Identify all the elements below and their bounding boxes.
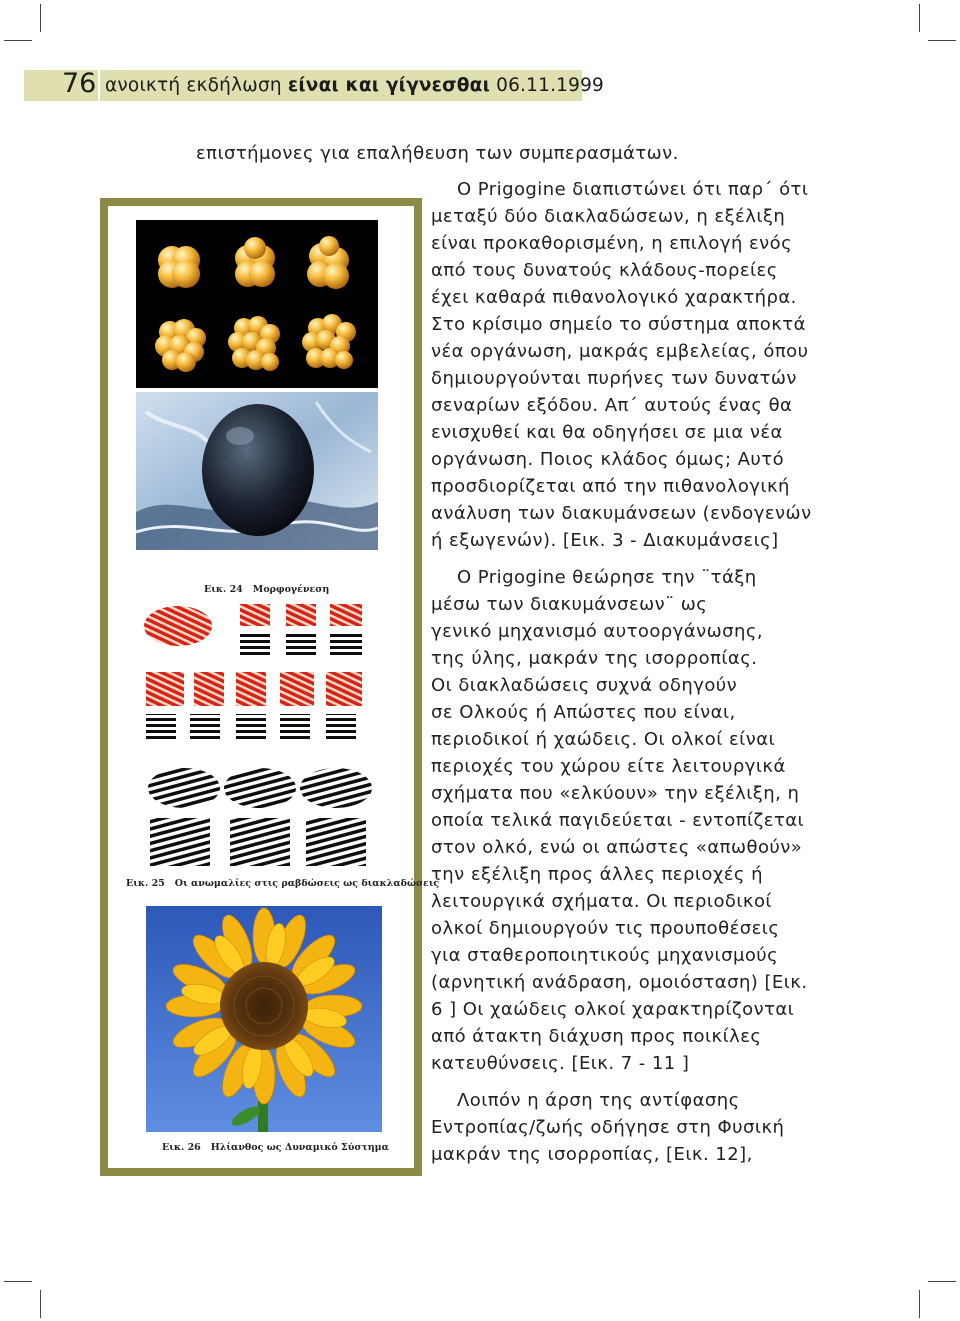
- embryo-micrograph-image: [136, 392, 378, 550]
- text-line: νέα οργάνωση, μακράς εμβελείας, όπου: [431, 341, 809, 362]
- text-line: μακράν της ισορροπίας, [Εικ. 12],: [431, 1144, 753, 1165]
- text-line: μεταξύ δύο διακλαδώσεων, η εξέλιξη: [431, 206, 786, 227]
- caption-24-text: Μορφογένεση: [252, 584, 330, 595]
- caption-25-number: Εικ. 25: [126, 878, 165, 889]
- text-line: στον ολκό, ενώ οι απώστες «απωθούν»: [431, 837, 803, 858]
- text-line: την εξέλιξη προς άλλες περιοχές ή: [431, 864, 763, 885]
- text-line: περιοδικοί ή χαώδεις. Οι ολκοί είναι: [431, 729, 776, 750]
- sunflower-image: [146, 906, 382, 1132]
- intro-line-block: [196, 140, 679, 167]
- text-line: λειτουργικά σχήματα. Οι περιοδικοί: [431, 891, 772, 912]
- text-line: έχει καθαρά πιθανολογικό χαρακτήρα.: [431, 287, 797, 308]
- crop-mark: [928, 1281, 956, 1282]
- crop-mark: [40, 4, 41, 32]
- running-head: [105, 71, 604, 101]
- text-line: ολκοί δημιουργούν τις προυποθέσεις: [431, 918, 780, 939]
- crop-mark: [40, 1290, 41, 1318]
- text-line: 6 ] Οι χαώδεις ολκοί χαρακτηρίζονται: [431, 999, 795, 1020]
- text-line: σχήματα που «ελκύουν» την εξέλιξη, η: [431, 783, 800, 804]
- text-line: οργάνωση. Ποιος κλάδος όμως; Αυτό: [431, 449, 785, 470]
- text-line: Λοιπόν η άρση της αντίφασης: [457, 1090, 740, 1111]
- text-line: ενισχυθεί και θα οδηγήσει σε μια νέα: [431, 422, 783, 443]
- text-line: Ο Prigogine διαπιστώνει ότι παρ΄ ότι: [457, 179, 809, 200]
- text-line: Εντροπίας/ζωής οδήγησε στη Φυσική: [431, 1117, 785, 1138]
- paragraph-3: [431, 1087, 812, 1168]
- header-divider: [98, 70, 100, 101]
- text-line: Στο κρίσιμο σημείο το σύστημα αποκτά: [431, 314, 806, 335]
- text-line: από άτακτη διάχυση προς ποικίλες: [431, 1026, 762, 1047]
- text-line: κατευθύνσεις. [Εικ. 7 - 11 ]: [431, 1053, 690, 1074]
- crop-mark: [4, 1281, 32, 1282]
- text-line: δημιουργούνται πυρήνες των δυνατών: [431, 368, 797, 389]
- running-head-pre: ανοικτή εκδήλωση: [105, 75, 282, 96]
- crop-mark: [919, 1290, 920, 1318]
- main-text-column: [431, 176, 812, 1168]
- text-line: περιοχές του χώρου είτε λειτουργικά: [431, 756, 786, 777]
- text-line: ή εξωγενών). [Εικ. 3 - Διακυμάνσεις]: [431, 530, 779, 551]
- crop-mark: [928, 40, 956, 41]
- intro-line: επιστήμονες για επαλήθευση των συμπερασμάτων.: [196, 143, 679, 164]
- embryo-cleavage-image: [136, 220, 378, 388]
- text-line: ανάλυση των διακυμάνσεων (ενδογενών: [431, 503, 812, 524]
- text-line: Οι διακλαδώσεις συχνά οδηγούν: [431, 675, 738, 696]
- caption-26-text: Ηλίανθος ως Δυναμικό Σύστημα: [210, 1142, 389, 1153]
- text-line: μέσω των διακυμάνσεων¨ ως: [431, 594, 708, 615]
- figure-caption-25: [126, 878, 449, 889]
- stripe-pattern-image: [140, 598, 376, 878]
- paragraph-1: [431, 176, 812, 554]
- text-line: είναι προκαθορισμένη, η επιλογή ενός: [431, 233, 793, 254]
- caption-24-number: Εικ. 24: [204, 584, 243, 595]
- text-line: της ύλης, μακράν της ισορροπίας.: [431, 648, 758, 669]
- crop-mark: [4, 40, 32, 41]
- figure-caption-26: [162, 1142, 399, 1153]
- text-line: σε Ολκούς ή Απώστες που είναι,: [431, 702, 736, 723]
- figure-caption-24: [204, 584, 339, 595]
- text-line: γενικό μηχανισμό αυτοοργάνωσης,: [431, 621, 763, 642]
- text-line: (αρνητική ανάδραση, ομοιόσταση) [Εικ.: [431, 972, 808, 993]
- paragraph-2: [431, 564, 812, 1077]
- text-line: σεναρίων εξόδου. Απ΄ αυτούς ένας θα: [431, 395, 793, 416]
- crop-mark: [919, 4, 920, 32]
- text-line: προσδιορίζεται από την πιθανολογική: [431, 476, 790, 497]
- text-line: Ο Prigogine θεώρησε την ¨τάξη: [457, 567, 757, 588]
- text-line: για σταθεροποιητικούς μηχανισμούς: [431, 945, 779, 966]
- running-head-bold: είναι και γίγνεσθαι: [287, 75, 491, 96]
- page-number: 76: [62, 68, 97, 99]
- caption-25-text: Οι ανωμαλίες στις ραβδώσεις ως διακλαδώσεις: [174, 878, 440, 889]
- caption-26-number: Εικ. 26: [162, 1142, 201, 1153]
- text-line: οποία τελικά παγιδεύεται - εντοπίζεται: [431, 810, 805, 831]
- text-line: από τους δυνατούς κλάδους-πορείες: [431, 260, 778, 281]
- running-head-date: 06.11.1999: [496, 75, 605, 96]
